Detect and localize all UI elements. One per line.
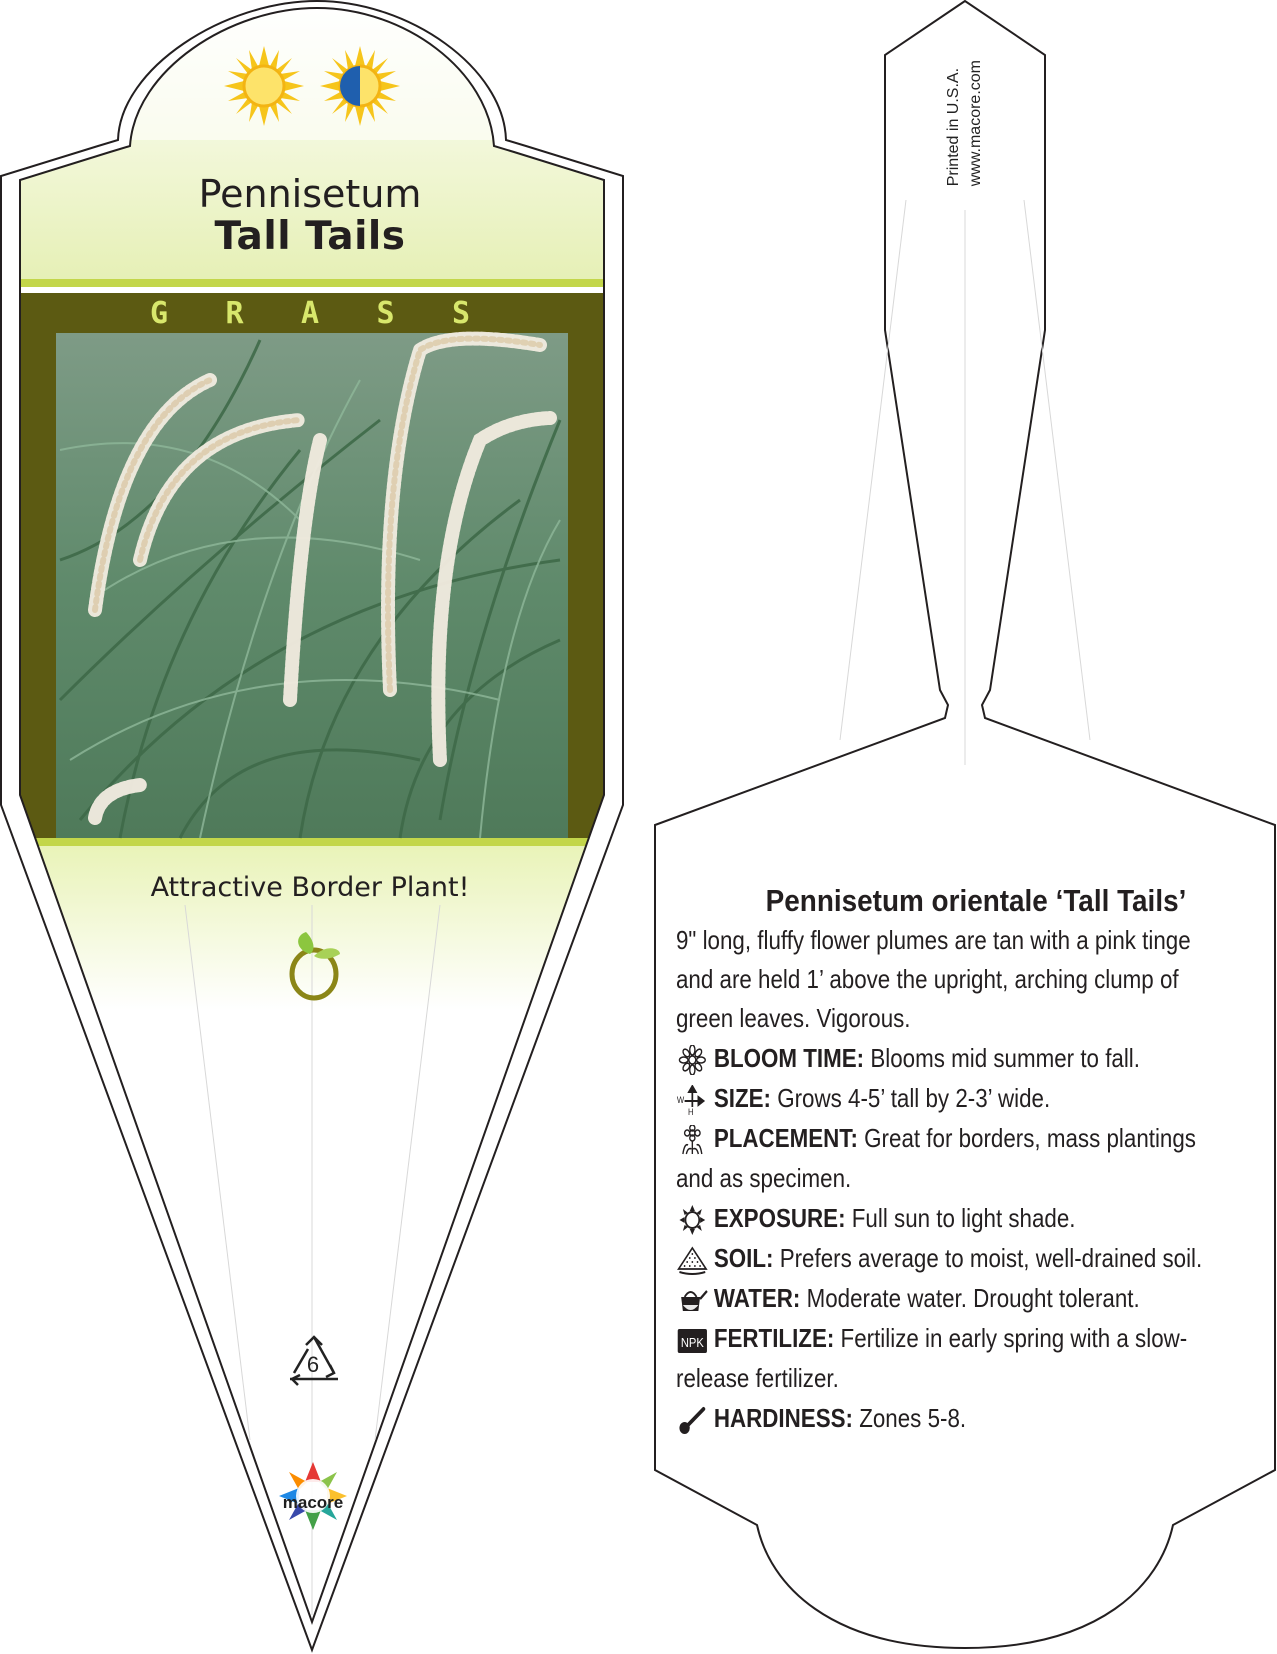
attr-bloom-time [676, 1038, 1226, 1078]
back-content [676, 883, 1236, 1438]
full-sun-icon [222, 44, 306, 128]
category-letter: G [150, 296, 169, 331]
attr-value: Great for borders, mass plantings and as specimen. [676, 1123, 1196, 1193]
soil-pile-icon [676, 1245, 709, 1275]
attr-label: PLACEMENT: [713, 1123, 858, 1153]
attr-soil [676, 1238, 1226, 1278]
svg-text:W: W [676, 1094, 685, 1106]
category-letter: S [376, 296, 395, 331]
thermometer-icon [676, 1405, 709, 1435]
annual-perennial-leaf-icon [284, 928, 344, 1003]
attr-water [676, 1278, 1226, 1318]
botanical-title: Pennisetum orientale ‘Tall Tails’ [765, 883, 1187, 918]
svg-text:H: H [688, 1106, 694, 1116]
attr-exposure [676, 1198, 1226, 1238]
category-letter: R [225, 296, 244, 331]
attr-label: WATER: [713, 1283, 801, 1313]
recycle-number: 6 [306, 1352, 320, 1377]
attr-label: FERTILIZE: [713, 1323, 835, 1353]
category-label [150, 296, 470, 331]
attr-size [676, 1078, 1226, 1118]
plant-photo [56, 333, 568, 838]
npk-text: NPK [680, 1335, 704, 1351]
category-letter: S [451, 296, 470, 331]
front-genus: Pennisetum [198, 172, 422, 216]
width-height-icon [676, 1085, 709, 1115]
tagline: Attractive Border Plant! [150, 872, 470, 903]
website: www.macore.com [967, 60, 984, 187]
attr-value: Zones 5-8. [859, 1403, 967, 1433]
attr-value: Full sun to light shade. [851, 1203, 1076, 1233]
category-letter: A [300, 296, 320, 331]
attr-value: Prefers average to moist, well-drained soil. [779, 1243, 1203, 1273]
attr-value: Moderate water. Drought tolerant. [806, 1283, 1140, 1313]
attr-hardiness [676, 1398, 1226, 1438]
attr-value: Blooms mid summer to fall. [870, 1043, 1140, 1073]
attr-fertilize [676, 1318, 1226, 1398]
attr-label: HARDINESS: [713, 1403, 853, 1433]
npk-fertilizer-icon [676, 1325, 709, 1355]
flower-icon [676, 1045, 709, 1075]
placement-flowers-icon [676, 1125, 709, 1155]
attr-label: BLOOM TIME: [713, 1043, 865, 1073]
attr-value: Grows 4-5’ tall by 2-3’ wide. [777, 1083, 1051, 1113]
attr-label: EXPOSURE: [713, 1203, 846, 1233]
printed-in: Printed in U.S.A. [945, 67, 962, 187]
printed-info [943, 60, 987, 186]
sun-icon [676, 1205, 709, 1235]
brand-name: macore [282, 1493, 344, 1512]
attr-value: Fertilize in early spring with a slow-release fertilizer. [676, 1323, 1188, 1393]
partial-shade-icon [318, 44, 402, 128]
attr-label: SIZE: [713, 1083, 771, 1113]
front-cultivar: Tall Tails [214, 214, 406, 259]
attr-label: SOIL: [713, 1243, 774, 1273]
attr-placement [676, 1118, 1226, 1198]
watering-can-icon [676, 1285, 709, 1315]
description: 9" long, fluffy flower plumes are tan with a pink tinge and are held 1’ above the upright, arching clump of green leaves. Vigorous. [676, 925, 1191, 1033]
